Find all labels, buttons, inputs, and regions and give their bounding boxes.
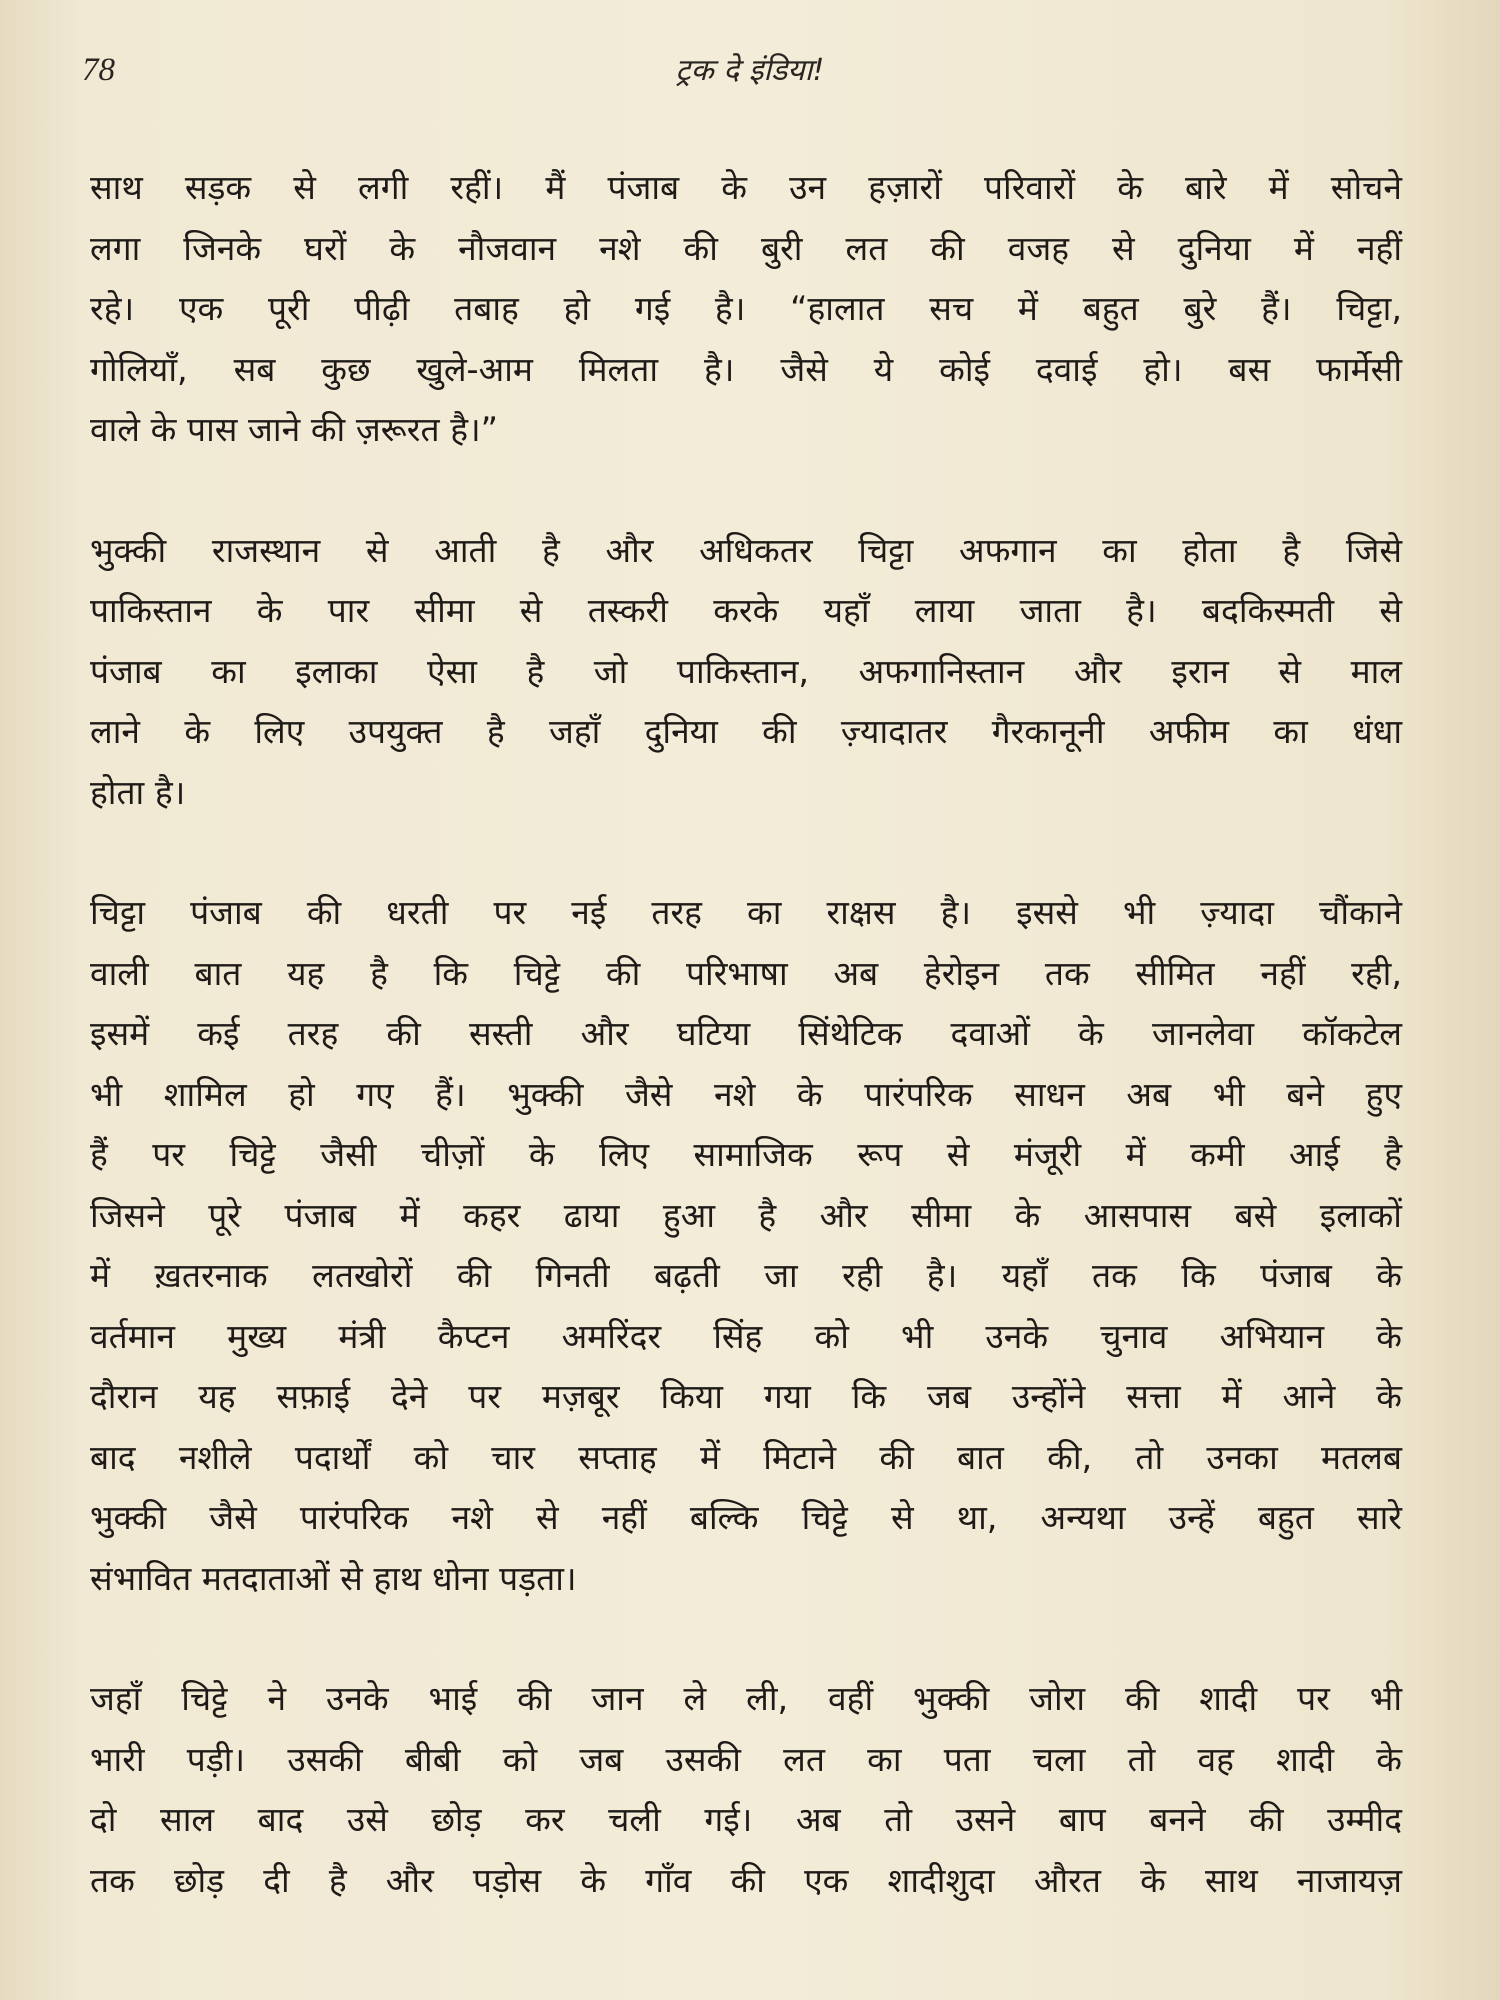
text-line: चिट्टा पंजाब की धरती पर नई तरह का राक्षस है। इससे भी ज़्यादा चौंकाने [90, 893, 1402, 932]
page-number: 78 [82, 52, 115, 88]
text-line: भुक्की राजस्थान से आती है और अधिकतर चिट्टा अफगान का होता है जिसे [90, 530, 1402, 570]
text-line: रहे। एक पूरी पीढ़ी तबाह हो गई है। “हालात सच में बहुत बुरे हैं। चिट्टा, [90, 289, 1402, 328]
text-line: वाली बात यह है कि चिट्टे की परिभाषा अब हेरोइन तक सीमित नहीं रही, [90, 953, 1402, 993]
text-line: भारी पड़ी। उसकी बीबी को जब उसकी लत का पता चला तो वह शादी के [90, 1739, 1402, 1779]
text-line: जहाँ चिट्टे ने उनके भाई की जान ले ली, वहीं भुक्की जोरा की शादी पर भी [90, 1679, 1402, 1718]
paragraph-1 [90, 158, 1402, 461]
text-line: गोलियाँ, सब कुछ खुले-आम मिलता है। जैसे ये कोई दवाई हो। बस फार्मेसी [90, 349, 1402, 389]
text-line: तक छोड़ दी है और पड़ोस के गाँव की एक शादीशुदा औरत के साथ नाजायज़ [90, 1860, 1402, 1900]
text-line: संभावित मतदाताओं से हाथ धोना पड़ता। [90, 1558, 577, 1598]
text-line: लगा जिनके घरों के नौजवान नशे की बुरी लत की वजह से दुनिया में नहीं [90, 228, 1402, 268]
text-line: दो साल बाद उसे छोड़ कर चली गई। अब तो उसने बाप बनने की उम्मीद [90, 1800, 1402, 1839]
text-line: इसमें कई तरह की सस्ती और घटिया सिंथेटिक दवाओं के जानलेवा कॉकटेल [90, 1014, 1402, 1053]
text-line: वर्तमान मुख्य मंत्री कैप्टन अमरिंदर सिंह को भी उनके चुनाव अभियान के [90, 1316, 1402, 1356]
text-line: बाद नशीले पदार्थों को चार सप्ताह में मिटाने की बात की, तो उनका मतलब [90, 1437, 1402, 1477]
text-line: पंजाब का इलाका ऐसा है जो पाकिस्तान, अफगानिस्तान और इरान से माल [90, 651, 1402, 691]
text-line: जिसने पूरे पंजाब में कहर ढाया हुआ है और सीमा के आसपास बसे इलाकों [90, 1195, 1402, 1235]
text-line: साथ सड़क से लगी रहीं। मैं पंजाब के उन हज़ारों परिवारों के बारे में सोचने [90, 168, 1402, 207]
paragraph-4 [90, 1669, 1402, 1911]
text-line: भुक्की जैसे पारंपरिक नशे से नहीं बल्कि चिट्टे से था, अन्यथा उन्हें बहुत सारे [90, 1498, 1402, 1537]
body-text [90, 158, 1402, 1911]
text-line: वाले के पास जाने की ज़रूरत है।” [90, 410, 499, 449]
paragraph-2 [90, 521, 1402, 824]
text-line: हैं पर चिट्टे जैसी चीज़ों के लिए सामाजिक रूप से मंजूरी में कमी आई है [90, 1135, 1402, 1174]
text-line: पाकिस्तान के पार सीमा से तस्करी करके यहाँ लाया जाता है। बदकिस्मती से [90, 591, 1402, 630]
text-line: होता है। [90, 772, 186, 812]
running-title: ट्रक दे इंडिया! [675, 53, 825, 88]
paragraph-3 [90, 883, 1402, 1609]
text-line: लाने के लिए उपयुक्त है जहाँ दुनिया की ज़्यादातर गैरकानूनी अफीम का धंधा [90, 712, 1402, 751]
text-line: भी शामिल हो गए हैं। भुक्की जैसे नशे के पारंपरिक साधन अब भी बने हुए [90, 1074, 1402, 1114]
text-line: दौरान यह सफ़ाई देने पर मज़बूर किया गया कि जब उन्होंने सत्ता में आने के [90, 1377, 1402, 1416]
page-header [0, 48, 1500, 98]
text-line: में ख़तरनाक लतखोरों की गिनती बढ़ती जा रही है। यहाँ तक कि पंजाब के [90, 1256, 1402, 1295]
